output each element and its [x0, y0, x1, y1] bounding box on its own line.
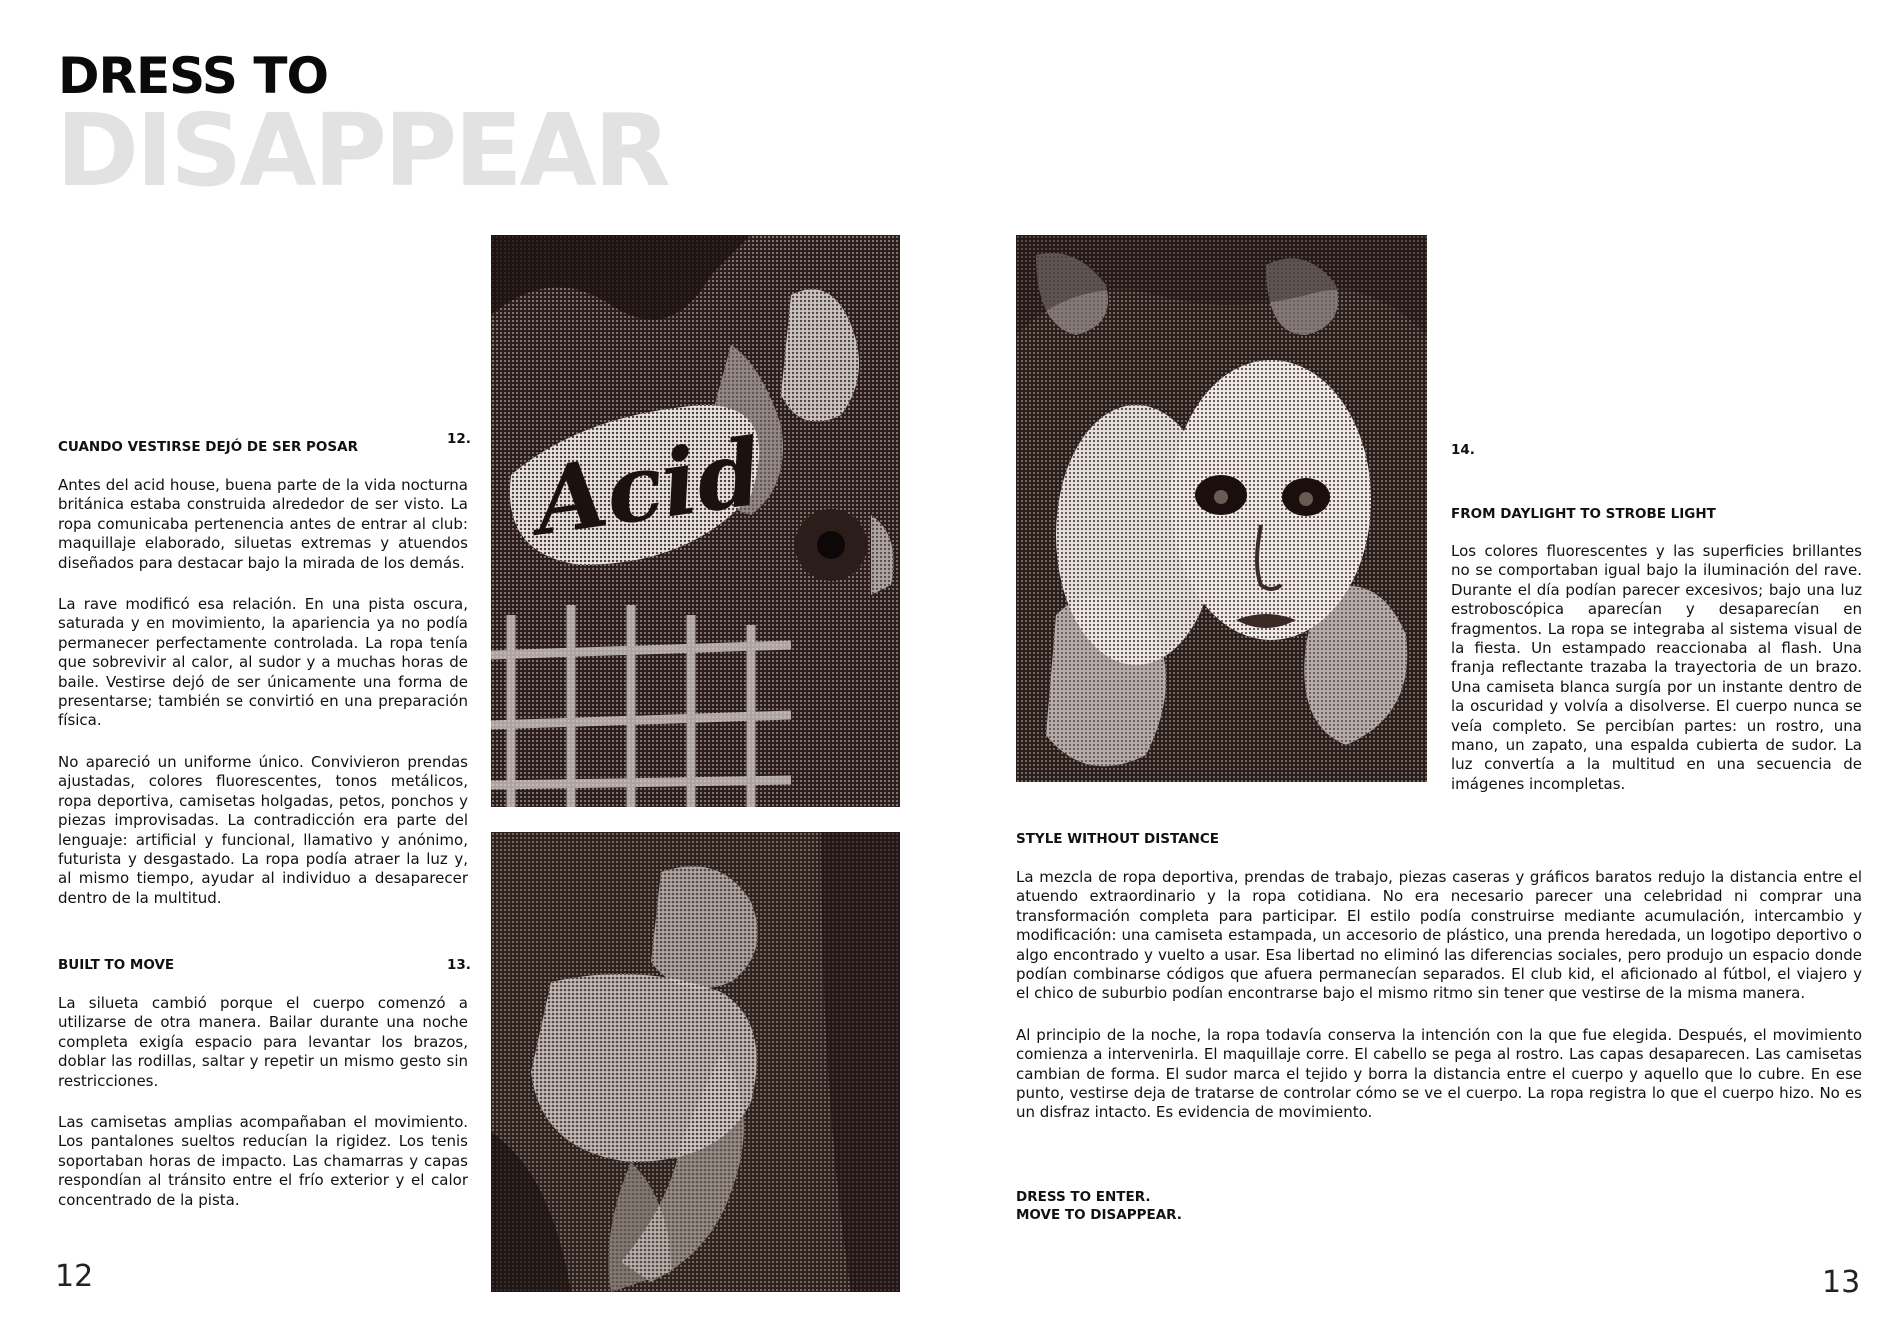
section-number-13: 13. — [447, 957, 471, 973]
title-line-2: DISAPPEAR — [56, 92, 668, 209]
title-line-1: DRESS TO — [58, 47, 328, 105]
photo-acid-crowd — [491, 235, 900, 807]
page-number-left: 12 — [55, 1259, 94, 1294]
acid-text: Acid — [528, 417, 769, 557]
paragraph: Los colores fluorescentes y las superficies brillantes no se comportaban igual bajo la iluminación del rave. Durante el día podían parecer excesivos; bajo una luz estroboscópica aparecían y desaparecían en fragmentos. La ropa se integraba al sistema visual de la fiesta. Un estampado reaccionaba al flash. Una franja reflectante trazaba la trayectoria de un brazo. Una camiseta blanca surgía por un instante dentro de la oscuridad y volvía a disolverse. El cuerpo nunca se veía completo. Se percibían partes: un rostro, una mano, un zapato, una espalda cubierta de sudor. La luz convertía a la multitud en una secuencia de imágenes incompletas. — [1451, 542, 1862, 793]
paragraph: La silueta cambió porque el cuerpo comenzó a utilizarse de otra manera. Bailar durante una noche completa exigía espacio para levantar los brazos, doblar las rodillas, saltar y repetir un mismo gesto sin restricciones. — [58, 994, 468, 1090]
page-number-right: 13 — [1822, 1265, 1861, 1300]
paragraph: Las camisetas amplias acompañaban el movimiento. Los pantalones sueltos reducían la rigidez. Los tenis soportaban horas de impacto. Las chamarras y capas respondían al tránsito entre el frío exterior y el calor concentrado de la pista. — [58, 1113, 468, 1209]
photo-face — [1016, 235, 1427, 782]
section-number-12: 12. — [447, 431, 471, 447]
section-heading-2: BUILT TO MOVE — [58, 957, 175, 973]
section-body-2 — [58, 994, 468, 1232]
section-heading-1: CUANDO VESTIRSE DEJÓ DE SER POSAR — [58, 439, 358, 455]
section-heading-4: STYLE WITHOUT DISTANCE — [1016, 831, 1219, 847]
paragraph: Al principio de la noche, la ropa todavía conserva la intención con la que fue elegida. Después, el movimiento comienza a intervenirla. El maquillaje corre. El cabello se pega al rostro. Las capas desaparecen. Las camisetas cambian de forma. El sudor marca el tejido y borra la distancia entre el cuerpo y aquello que lo cubre. En ese punto, vestirse deja de tratarse de controlar cómo se ve el cuerpo. La ropa registra lo que el cuerpo hizo. No es un disfraz intacto. Es evidencia de movimiento. — [1016, 1025, 1862, 1122]
section-body-4 — [1016, 868, 1862, 1145]
paragraph: La mezcla de ropa deportiva, prendas de trabajo, piezas caseras y gráficos baratos redujo la distancia entre el atuendo extraordinario y la ropa cotidiana. No era necesario parecer una celebridad ni comprar una transformación completa para participar. El estilo podía construirse mediante acumulación, intercambio y modificación: una camiseta estampada, un accesorio de plástico, una prenda heredada, un logotipo deportivo o algo encontrado y vuelto a usar. Esa libertad no eliminó las diferencias sociales, pero produjo un espacio donde podían combinarse códigos que afuera permanecían separados. El club kid, el aficionado al fútbol, el viajero y el chico de suburbio podían encontrarse bajo el mismo ritmo sin tener que vestirse de la misma manera. — [1016, 868, 1862, 1003]
closing-line-1: DRESS TO ENTER. — [1016, 1189, 1151, 1205]
photo-dancer — [491, 832, 900, 1292]
section-body-3 — [1451, 542, 1862, 816]
closing-line-2: MOVE TO DISAPPEAR. — [1016, 1207, 1182, 1223]
section-heading-3: FROM DAYLIGHT TO STROBE LIGHT — [1451, 506, 1716, 522]
paragraph: No apareció un uniforme único. Convivieron prendas ajustadas, colores fluorescentes, tonos metálicos, ropa deportiva, camisetas holgadas, petos, ponchos y piezas improvisadas. La contradicción era parte del lenguaje: artificial y funcional, llamativo y anónimo, futurista y desgastado. La ropa podía atraer la luz y, al mismo tiempo, ayudar al individuo a desaparecer dentro de la multitud. — [58, 752, 468, 907]
paragraph: Antes del acid house, buena parte de la vida nocturna británica estaba construida alrededor de ser visto. La ropa comunicaba pertenencia antes de entrar al club: maquillaje elaborado, siluetas extremas y atuendos diseñados para destacar bajo la mirada de los demás. — [58, 476, 468, 572]
paragraph: La rave modificó esa relación. En una pista oscura, saturada y en movimiento, la apariencia ya no podía permanecer perfectamente controlada. La ropa tenía que sobrevivir al calor, al sudor y a muchas horas de baile. Vestirse dejó de ser únicamente una forma de presentarse; también se convirtió en una preparación física. — [58, 595, 468, 730]
section-body-1 — [58, 476, 468, 930]
section-number-14: 14. — [1451, 442, 1475, 458]
